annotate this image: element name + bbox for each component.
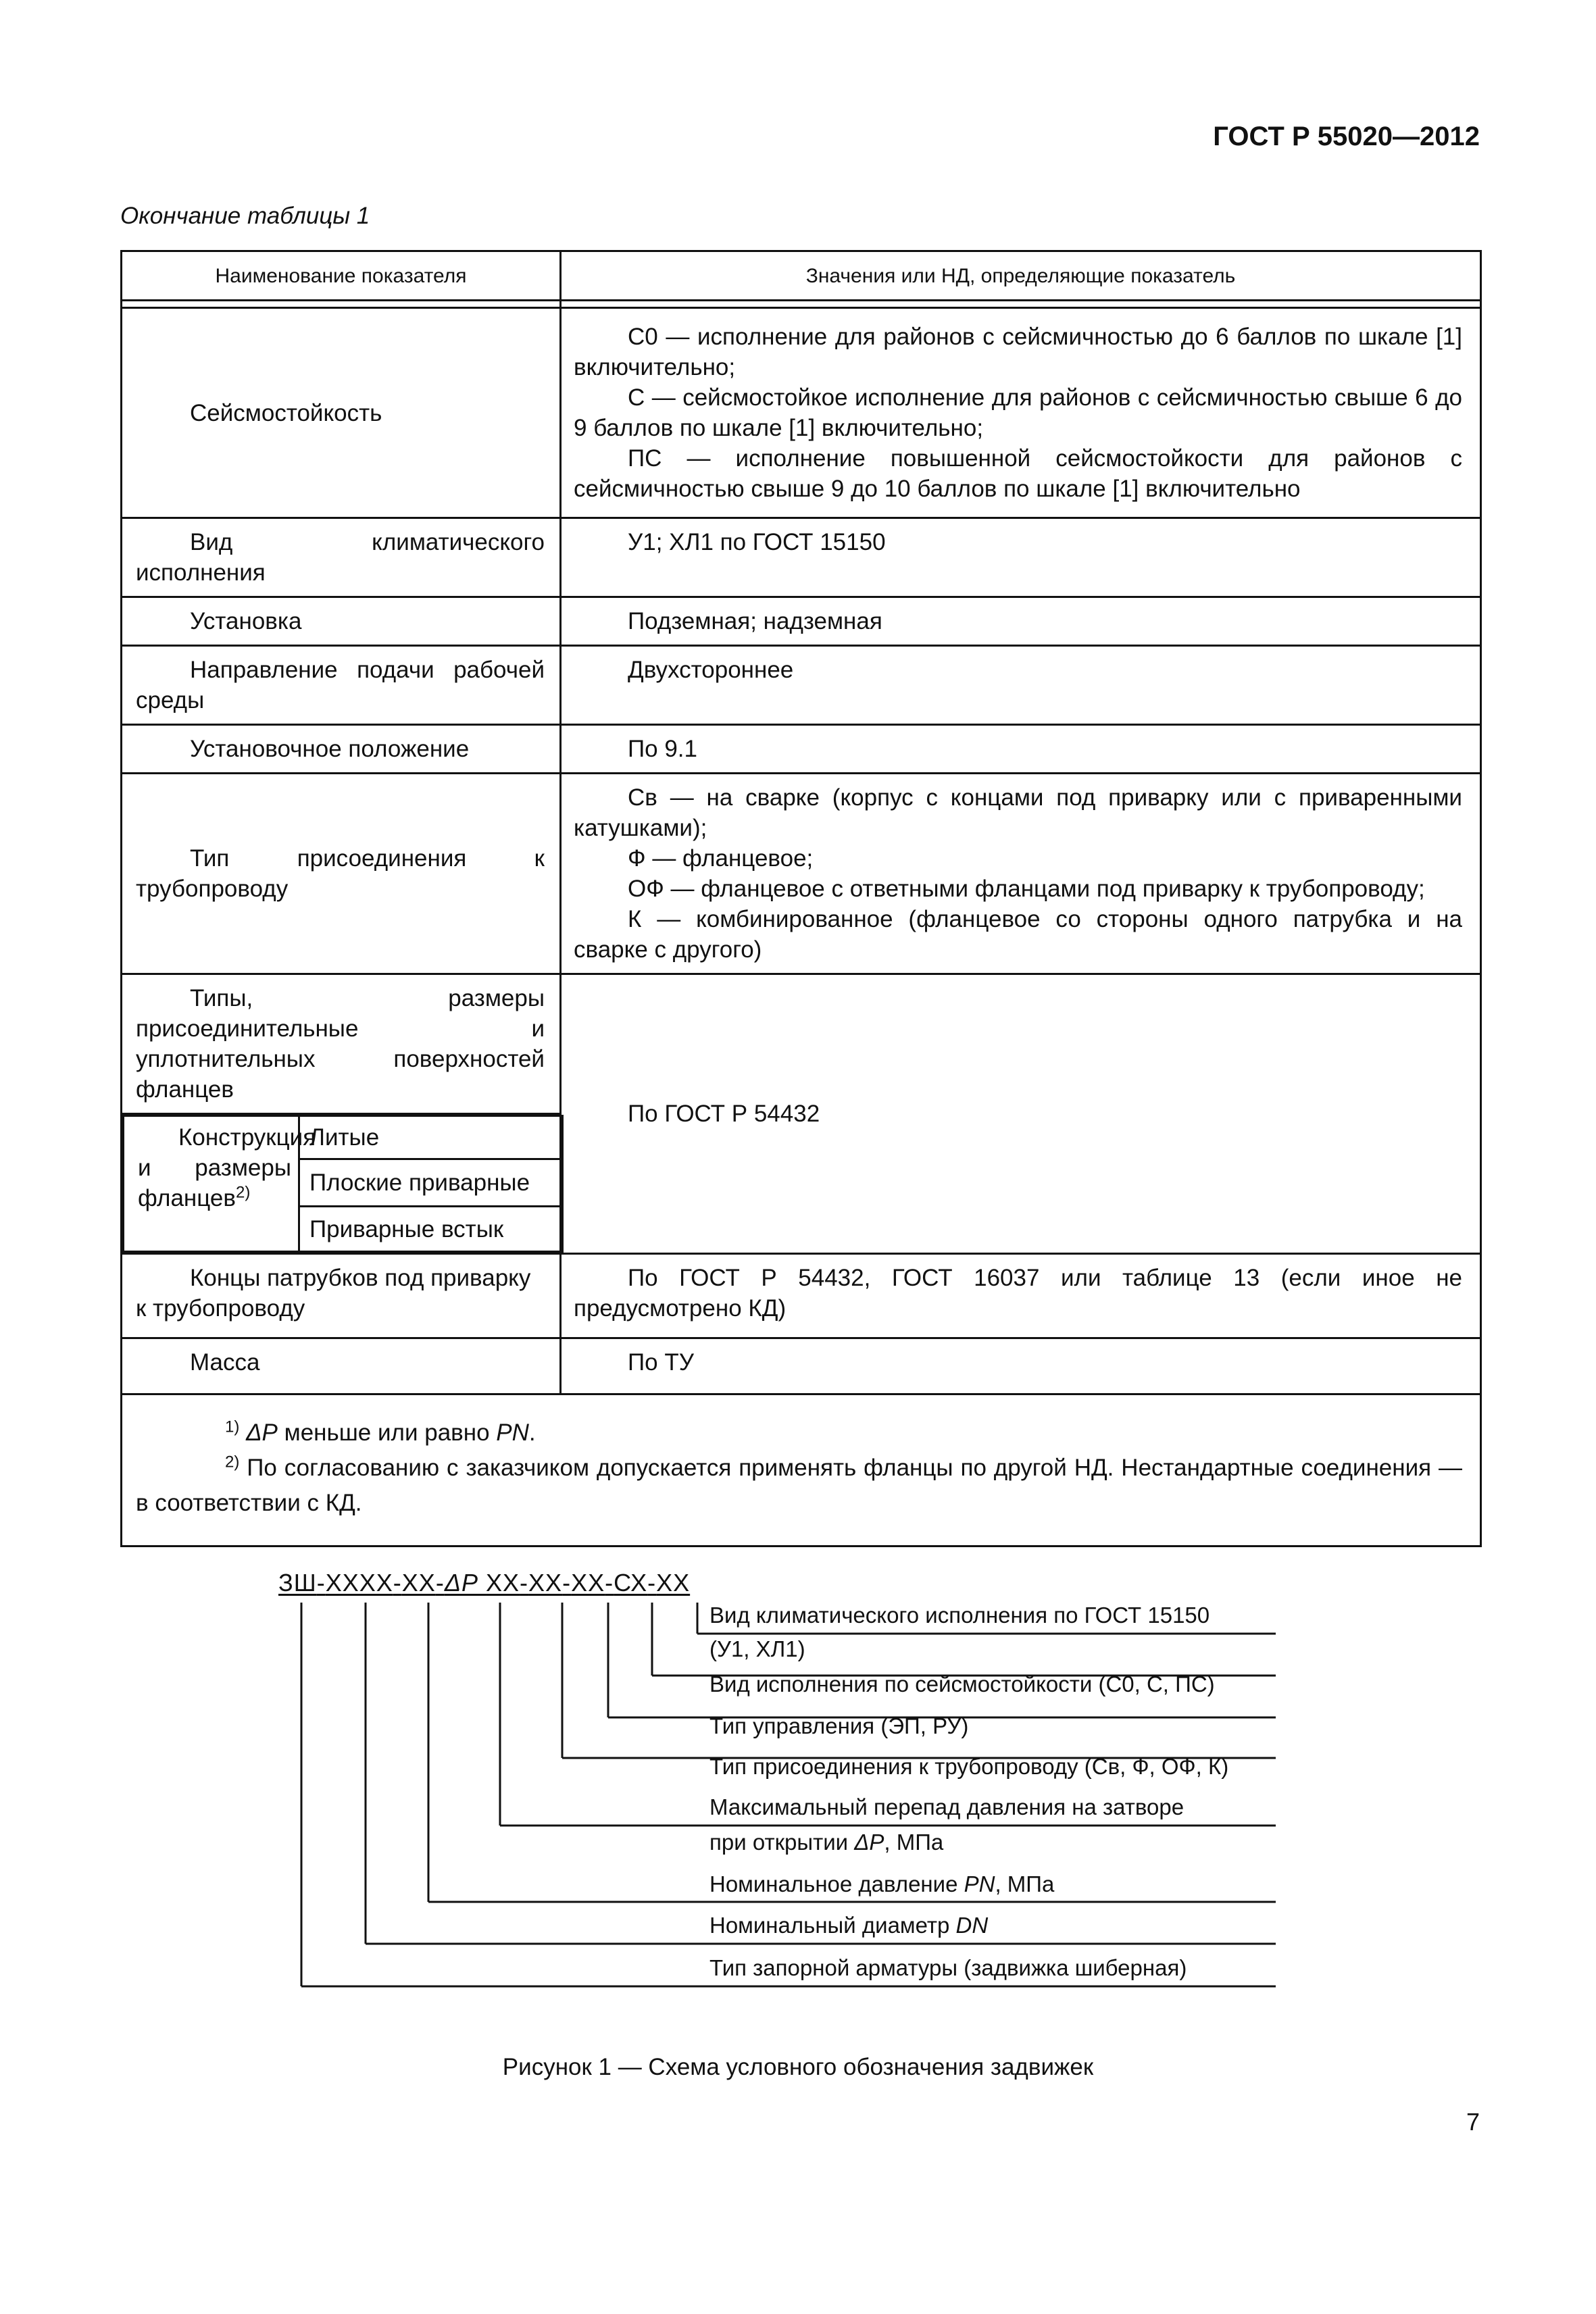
col1-header: Наименование показателя xyxy=(122,251,561,301)
label-connection: Тип присоединения к трубопроводу (Св, Ф, ОФ, К) xyxy=(709,1754,1229,1779)
code-part: - xyxy=(393,1569,402,1596)
label-dp-2: при открытии ΔP, МПа xyxy=(709,1830,944,1855)
seismic-value-1: С0 — исполнение для районов с сейсмичностью до 6 баллов по шкале [1] включительно; xyxy=(574,324,1462,380)
code-part: - xyxy=(435,1569,445,1596)
flow-value: Двухстороннее xyxy=(628,657,794,683)
figure-caption: Рисунок 1 — Схема условного обозначения задвижек xyxy=(502,2054,1094,2080)
flange-value: По ГОСТ Р 54432 xyxy=(628,1101,820,1127)
footnote-2: $^{2)}$ По согласованию с заказчиком допускается применять фланцы по другой НД. Нестандартные соединения — в соответствии с КД. xyxy=(136,1453,1462,1516)
footnote-1: $^{1)}$ ΔP меньше или равно PN. xyxy=(225,1417,536,1446)
label-dp-1: Максимальный перепад давления на затворе xyxy=(709,1794,1184,1819)
code-part: СХ xyxy=(614,1569,648,1596)
mass-value: По ТУ xyxy=(628,1349,694,1376)
seismic-value-3: ПС — исполнение повышенной сейсмостойкости для районов с сейсмичностью свыше 9 до 10 баллов по шкале [1] включительно xyxy=(574,445,1462,502)
table-caption: Окончание таблицы 1 xyxy=(120,203,370,229)
code-part: - xyxy=(647,1569,657,1596)
seismic-value-2: С — сейсмостойкое исполнение для районов с сейсмичностью свыше 6 до 9 баллов по шкале [1] включительно; xyxy=(574,384,1462,441)
code-part: ХХ xyxy=(571,1569,605,1596)
code-part: - xyxy=(316,1569,326,1596)
install-value: Подземная; надземная xyxy=(628,608,882,634)
row-name-flow: Направление подачи рабочей среды xyxy=(136,657,545,713)
row-name-flange-design: Конструкция и размеры фланцев xyxy=(138,1124,316,1211)
pipe-ends-value: По ГОСТ Р 54432, ГОСТ 16037 или таблице 13 (если иное не предусмотрено КД) xyxy=(574,1265,1462,1322)
connection-value-2: Ф — фланцевое; xyxy=(628,845,814,872)
footnote-ref-2: 2) xyxy=(235,1183,251,1202)
code-part: ХХ xyxy=(486,1569,520,1596)
row-name-connection: Тип присоединения к трубопроводу xyxy=(136,845,545,902)
climate-value: У1; ХЛ1 по ГОСТ 15150 xyxy=(628,529,886,555)
row-name-install: Установка xyxy=(190,608,302,634)
label-climate-1: Вид климатического исполнения по ГОСТ 15150 xyxy=(709,1603,1210,1628)
code-part: - xyxy=(520,1569,529,1596)
label-seismic: Вид исполнения по сейсмостойкости (С0, С, ПС) xyxy=(709,1671,1215,1696)
code-part: - xyxy=(562,1569,572,1596)
label-climate-2: (У1, ХЛ1) xyxy=(709,1636,805,1661)
code-part: ХХХХ xyxy=(325,1569,393,1596)
code-part: ХХ xyxy=(656,1569,691,1596)
flange-sub-butt: Приварные встык xyxy=(299,1207,563,1252)
label-control: Тип управления (ЭП, РУ) xyxy=(709,1713,969,1738)
standard-code: ГОСТ Р 55020—2012 xyxy=(1213,122,1480,151)
code-part: ХХ xyxy=(401,1569,436,1596)
row-name-mass: Масса xyxy=(190,1349,260,1376)
connection-value-4: К — комбинированное (фланцевое со стороны одного патрубка и на сварке с другого) xyxy=(574,906,1462,963)
row-name-climate: Вид климатического исполнения xyxy=(136,529,545,586)
label-pn: Номинальное давление PN, МПа xyxy=(709,1871,1055,1896)
code-part: - xyxy=(605,1569,614,1596)
position-value: По 9.1 xyxy=(628,736,698,762)
label-dn: Номинальный диаметр DN xyxy=(709,1913,989,1938)
row-name-seismic: Сейсмостойкость xyxy=(190,399,382,426)
page-number: 7 xyxy=(1466,2108,1480,2136)
connection-value-3: ОФ — фланцевое с ответными фланцами под приварку к трубопроводу; xyxy=(628,876,1425,902)
flange-sub-cast: Литые xyxy=(299,1116,563,1159)
label-type: Тип запорной арматуры (задвижка шиберная) xyxy=(709,1955,1187,1980)
connection-value-1: Св — на сварке (корпус с концами под приварку или с приваренными катушками); xyxy=(574,784,1462,841)
col2-header: Значения или НД, определяющие показатель xyxy=(561,251,1481,301)
flange-sub-flat: Плоские приварные xyxy=(299,1159,563,1207)
row-name-flange-types: Типы, размеры присоединительные и уплотнительных поверхностей фланцев xyxy=(136,985,545,1103)
code-part: ΔP xyxy=(444,1569,478,1596)
code-part: ЗШ xyxy=(278,1569,317,1596)
row-name-pipe-ends: Концы патрубков под приварку к трубопроводу xyxy=(136,1265,531,1322)
row-name-position: Установочное положение xyxy=(190,736,470,762)
code-part: ХХ xyxy=(528,1569,563,1596)
